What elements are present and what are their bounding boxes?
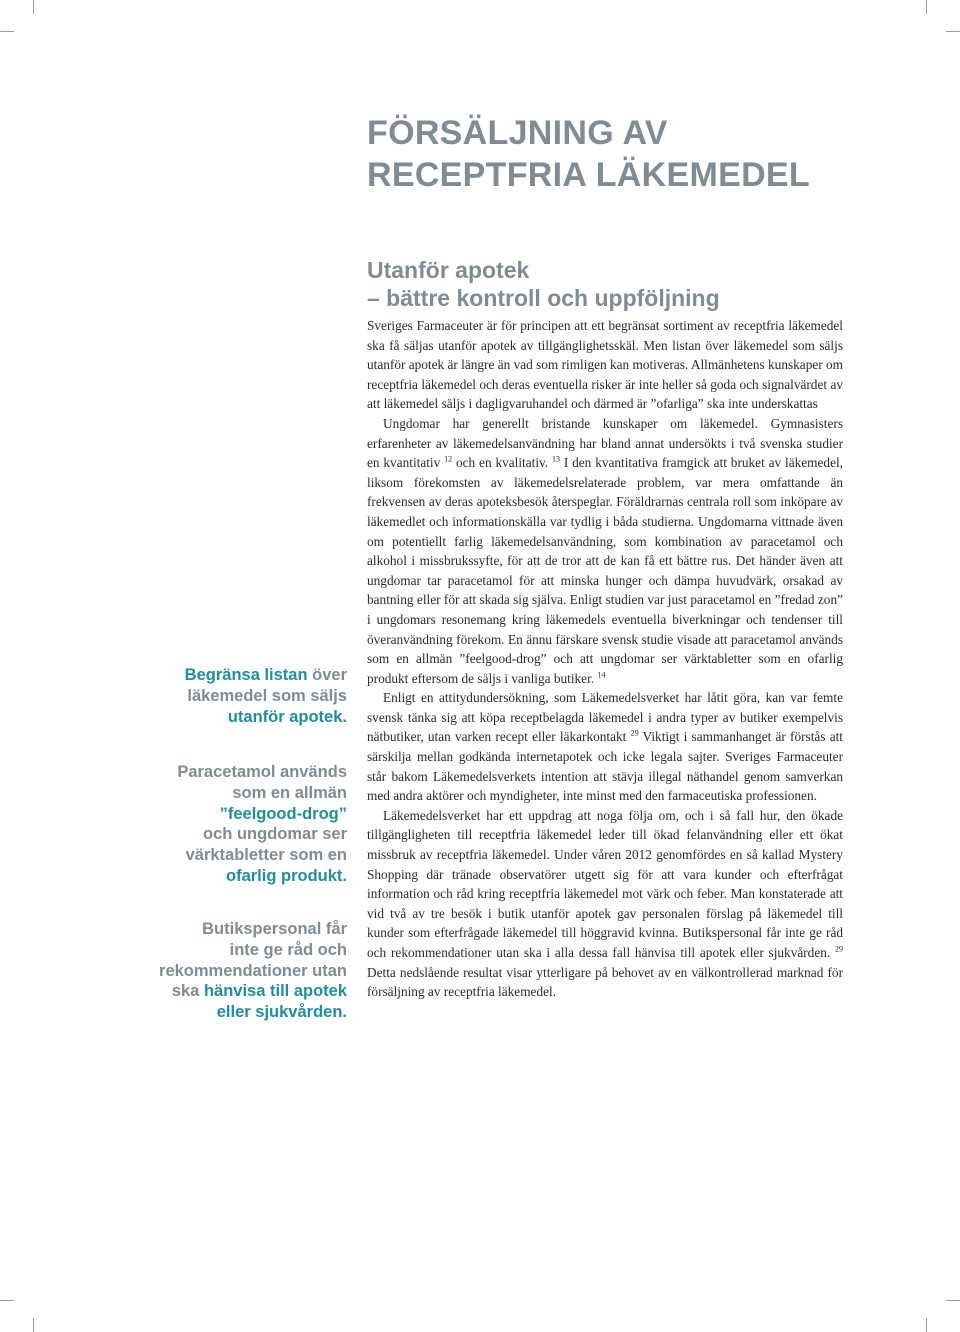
crop-mark — [946, 1300, 960, 1301]
footnote-ref: 12 — [444, 454, 453, 464]
crop-mark — [926, 0, 927, 14]
crop-mark — [946, 31, 960, 32]
footnote-ref: 29 — [630, 729, 639, 739]
footnote-ref: 14 — [597, 670, 606, 680]
section-heading-line: – bättre kontroll och uppföljning — [367, 285, 720, 311]
paragraph — [367, 806, 843, 1002]
pullquote-line: utanför apotek. — [227, 707, 347, 726]
pullquote-limit-list — [110, 665, 347, 727]
paragraph: Sveriges Farmaceuter är för principen att ett begränsat sortiment av receptfria läkemedel ska få säljas utanför apotek av tillgänglighetsskäl. Men listan över läkemedel som säljs utanför apotek är längre än vad som rimligen kan motiveras. Allmänhetens kunskaper om receptfria läkemedel och deras eventuella risker är inte heller så goda och signalvärdet av att läkemedel säljs i dagligvaruhandel och därmed är ”ofarliga” ska inte underskattas — [367, 318, 843, 412]
pullquote-line — [110, 665, 347, 686]
pullquote-text: över — [307, 666, 347, 684]
paragraph-text: och en kvalitativ. — [452, 455, 552, 471]
paragraph-text: Detta nedslående resultat visar ytterligare på behovet av en välkontrollerad marknad för försäljning av receptfria läkemedel. — [367, 964, 843, 1000]
pullquote-line: eller sjukvården. — [216, 1003, 347, 1022]
paragraph — [367, 688, 843, 806]
crop-mark — [33, 1318, 34, 1332]
crop-mark — [926, 1318, 927, 1332]
page-title-line: FÖRSÄLJNING AV — [367, 114, 668, 152]
pullquote-line — [110, 981, 347, 1002]
pullquote-paracetamol — [110, 762, 347, 887]
pullquote-line: läkemedel som säljs — [187, 686, 347, 705]
footnote-ref: 29 — [835, 944, 843, 954]
pullquote-highlight: hänvisa till apotek — [203, 982, 347, 1001]
paragraph-text: Viktigt i sammanhanget är förstås att särskilja mellan godkända internetapotek och icke legala sajter. Sveriges Farmaceuter står bakom Läkemedelsverkets intention att stävja illegal näthandel genom samverkan med andra aktörer och myndigheter, inte minst med den farmaceutiska professionen. — [367, 729, 843, 804]
pullquote-line: rekommendationer utan — [159, 961, 347, 980]
body-text — [367, 316, 843, 1002]
pullquote-line: ofarlig produkt. — [226, 866, 347, 885]
pullquote-line: och ungdomar ser — [203, 825, 347, 844]
paragraph-text: Enligt en attitydundersökning, som Läkemedelsverket har låtit göra, kan var femte svensk tänka sig att köpa receptbelagda läkemedel i andra typer av butiker exempelvis nätbutiker, utan varken recept eller läkarkontakt — [367, 690, 843, 745]
pullquote-store-staff — [110, 919, 347, 1023]
section-heading-line: Utanför apotek — [367, 257, 530, 283]
pullquote-line: Butikspersonal får — [202, 920, 347, 938]
page-title-line: RECEPTFRIA LÄKEMEDEL — [367, 156, 810, 194]
crop-mark — [0, 1300, 14, 1301]
pullquote-text: ska — [171, 982, 204, 1001]
pullquote-highlight: Begränsa listan — [184, 666, 308, 684]
paragraph-text: Läkemedelsverket har ett uppdrag att noga följa om, och i så fall hur, den ökade tillgängligheten till receptfria läkemedel leder till ökad felanvändning eller ett ökat missbruk av receptfria läkemedel. Under våren 2012 genomfördes en så kallad Mystery Shopping där tränade observatörer utgett sig för att vara kunder och efterfrågat information och råd kring receptfria läkemedel mot värk och feber. Man konstaterade att vid två av tre besök i butik utanför apotek gav personalen förslag på läkemedel till kunder som efterfrågade läkemedel till höggravid kvinna. Butikspersonal får inte ge råd och rekommendationer utan ska i alla dessa fall hänvisa till apotek eller sjukvården. — [367, 807, 843, 960]
pullquote-line: inte ge råd och — [229, 940, 347, 959]
paragraph-text: I den kvantitativa framgick att bruket av läkemedel, liksom förekomsten av läkemedelsrelaterade problem, var mera omfattande än frekvensen av deras apoteksbesök återspeglar. Föräldrarnas centrala roll som inköpare av läkemedlet och informationskälla var tydlig i båda studierna. Ungdomarna vittnade även om potentiellt farlig läkemedelsanvändning, som kombination av paracetamol och alkohol i missbrukssyfte, för att de tror att de kan få ett bättre rus. Det händer även att ungdomar tar paracetamol för att minska hunger och dämpa huvudvärk, orsakad av bantning eller för att skada sig själva. Enligt studien var just paracetamol en ”fredad zon” i ungdomars resonemang kring läkemedels eventuella biverkningar och tendenser till överanvändning förekom. En ännu färskare svensk studie visade att paracetamol används som en allmän ”feelgood-drog” och att ungdomar ser värktabletter som en ofarlig produkt eftersom de säljs i vanliga butiker. — [367, 455, 843, 686]
pullquote-line: ”feelgood-drog” — [219, 804, 347, 823]
crop-mark — [33, 0, 34, 14]
pullquote-line: Paracetamol används — [177, 763, 347, 781]
section-heading — [367, 256, 927, 312]
page-title — [367, 112, 927, 196]
pullquote-line: värktabletter som en — [185, 846, 347, 865]
paragraph-text: Ungdomar har generellt bristande kunskaper om läkemedel. Gymnasisters erfarenheter av läkemedelsanvändning har bland annat undersökts i två svenska studier en kvantitativ — [367, 415, 843, 471]
paragraph — [367, 414, 843, 688]
crop-mark — [0, 31, 14, 32]
pullquote-line: som en allmän — [232, 783, 347, 802]
footnote-ref: 13 — [552, 454, 560, 464]
